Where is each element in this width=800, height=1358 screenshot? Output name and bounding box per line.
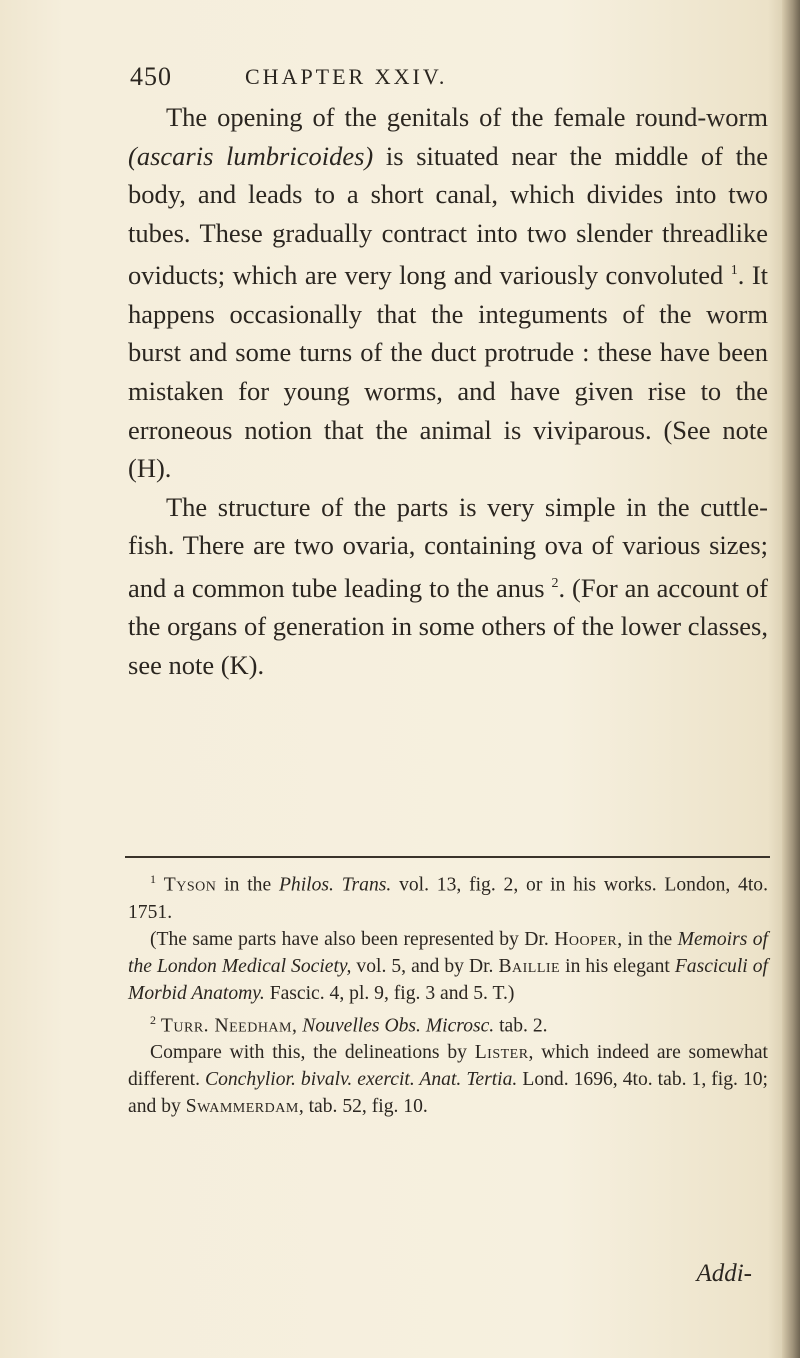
catchword: Addi- [696, 1260, 752, 1287]
footnote-2: $^2$ Turr. Needham, Nouvelles Obs. Microsc. tab. 2. [150, 1012, 548, 1037]
running-head: CHAPTER XXIV. [245, 64, 448, 89]
paragraph-cuttlefish: The structure of the parts is very simple in the cuttle-fish. There are two ovaria, containing ova of various sizes; and a common tube leading to the anus $^2$. (For an account of the organs of generation in some others of the lower classes, see note (K). [128, 491, 768, 680]
page-edge [782, 0, 800, 1358]
footnote-1: $^1$ Tyson in the Philos. Trans. vol. 13, fig. 2, or in his works. London, 4to. 1751. [128, 872, 768, 923]
page-header [130, 58, 750, 98]
footnote-1-translator: (The same parts have also been represented by Dr. Hooper, in the Memoirs of the London Medical Society, vol. 5, and by Dr. Baillie in his elegant Fasciculi of Morbid Anatomy. Fascic. 4, pl. 9, fig. 3 and 5. T.) [128, 928, 768, 1004]
paragraph-roundworm: The opening of the genitals of the female round-worm (ascaris lumbricoides) is situated near the middle of the body, and leads to a short canal, which divides into two tubes. These gradually contract into two slender threadlike oviducts; which are very long and variously convoluted $^1$. It happens occasionally that the integuments of the worm burst and some turns of the duct protrude : these have been mistaken for young worms, and have given rise to the erroneous notion that the animal is viviparous. (See note (H). [128, 102, 768, 484]
footnote-divider [125, 856, 770, 858]
footnote-2-compare: Compare with this, the delineations by Lister, which indeed are somewhat different. Conchylior. bivalv. exercit. Anat. Tertia. Lond. 1696, 4to. tab. 1, fig. 10; and by Swammerdam, tab. 52, fig. 10. [128, 1042, 768, 1118]
footnote-ref-2: 2 [551, 575, 559, 591]
footnote-ref-1: 1 [730, 263, 738, 279]
main-text [128, 98, 768, 685]
page-number: 450 [130, 62, 172, 91]
footnotes [128, 866, 768, 1120]
